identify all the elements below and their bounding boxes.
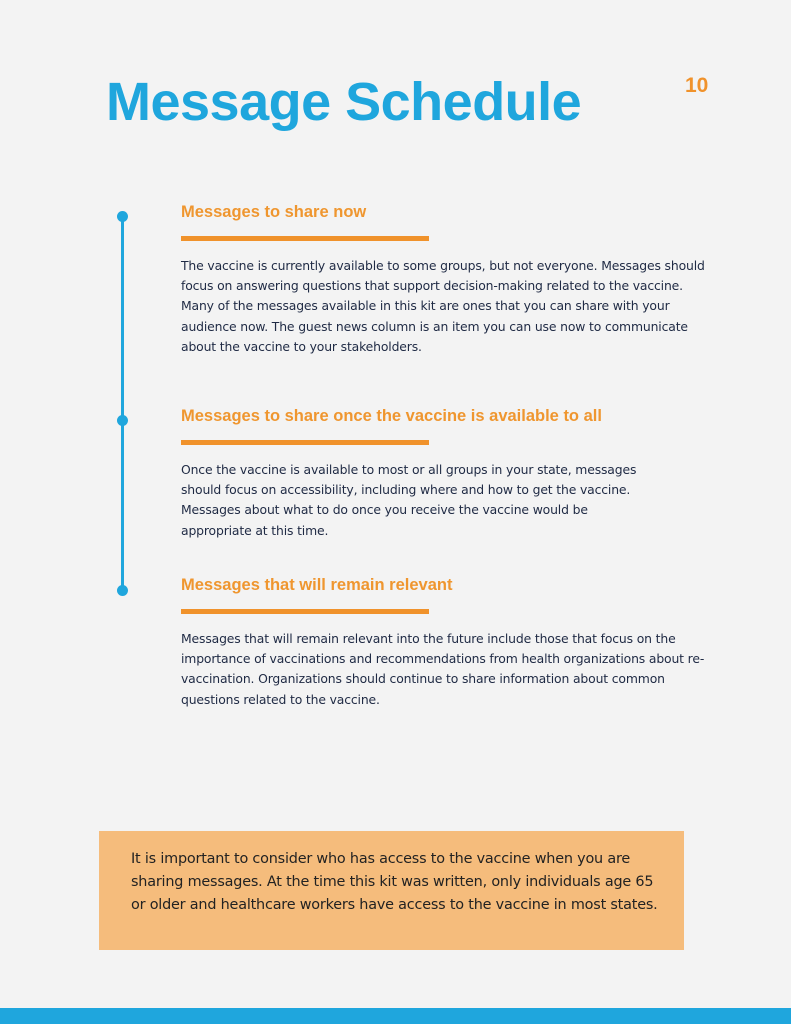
section-heading: Messages that will remain relevant	[181, 576, 453, 594]
timeline-dot	[117, 415, 128, 426]
timeline-line	[121, 217, 124, 591]
section-heading: Messages to share once the vaccine is available to all	[181, 407, 602, 425]
section-underline	[181, 609, 429, 614]
section-underline	[181, 440, 429, 445]
section-available-to-all	[181, 406, 711, 553]
section-remain-relevant	[181, 575, 711, 722]
section-body: Messages that will remain relevant into the future include those that focus on the importance of vaccinations and recommendations from health organizations about re-vaccination. Organizations should continue to share information about common questions related to the vaccine.	[181, 631, 705, 707]
section-share-now	[181, 202, 711, 369]
section-body: Once the vaccine is available to most or all groups in your state, messages should focus on accessibility, including where and how to get the vaccine. Messages about what to do once you receive the vaccine would be appropriate at this time.	[181, 462, 637, 538]
section-body: The vaccine is currently available to some groups, but not everyone. Messages should focus on answering questions that support decision-making related to the vaccine. Many of the messages available in this kit are ones that you can share with your audience now. The guest news column is an item you can use now to communicate about the vaccine to your stakeholders.	[181, 258, 705, 354]
page-title: Message Schedule	[106, 72, 582, 132]
page-number: 10	[685, 74, 709, 97]
timeline-dot	[117, 211, 128, 222]
timeline-dot	[117, 585, 128, 596]
section-underline	[181, 236, 429, 241]
access-note-text: It is important to consider who has access to the vaccine when you are sharing messages. At the time this kit was written, only individuals age 65 or older and healthcare workers have access to the vaccine in most states.	[131, 851, 658, 913]
section-heading: Messages to share now	[181, 203, 367, 221]
footer-bar	[0, 1008, 791, 1024]
access-note-box	[99, 831, 684, 950]
